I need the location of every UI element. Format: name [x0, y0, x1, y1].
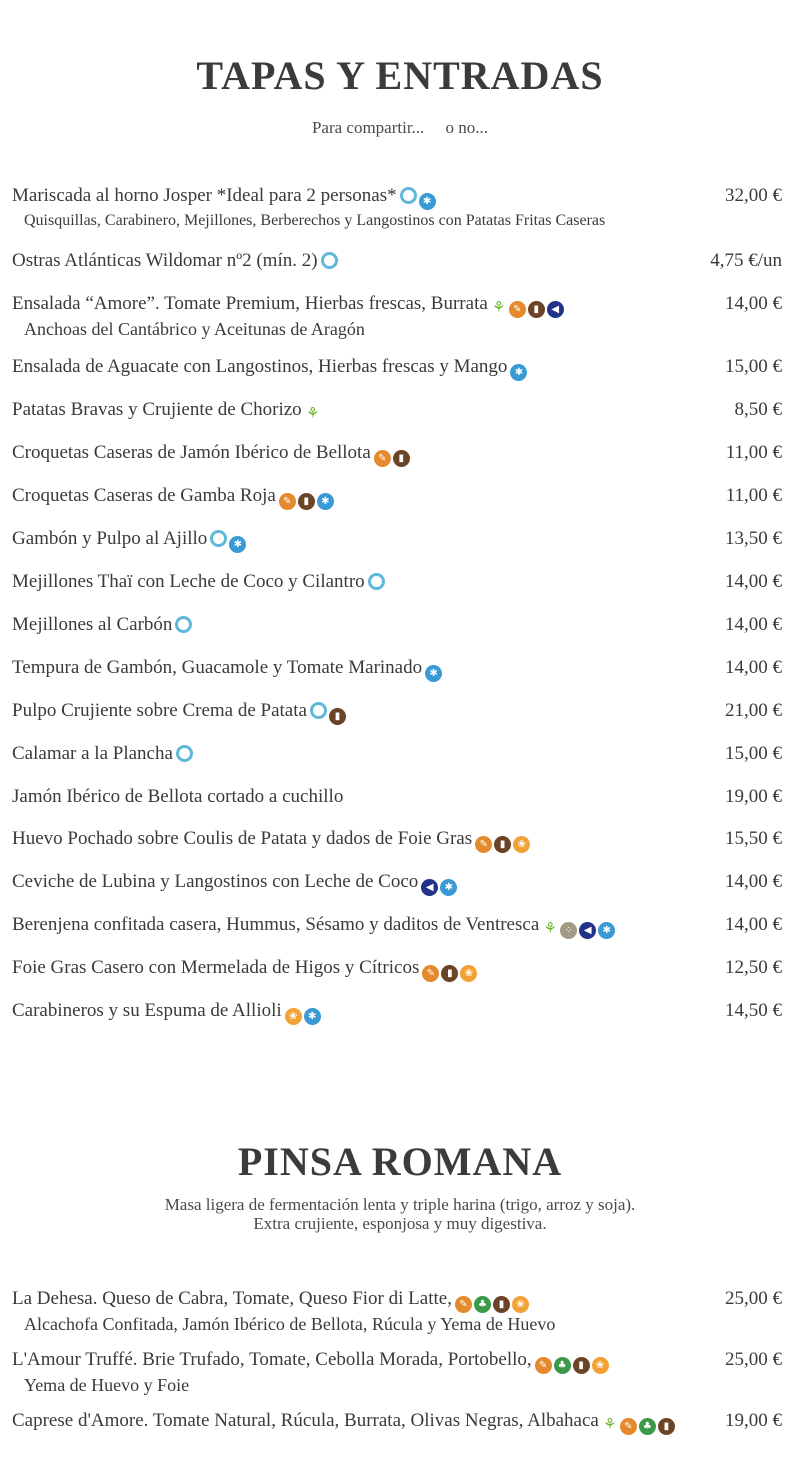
allergen-icons	[400, 187, 438, 210]
crab-icon: ✱	[425, 665, 442, 682]
menu-item	[12, 871, 782, 896]
menu-item-name: Pulpo Crujiente sobre Crema de Patata	[12, 700, 307, 721]
allergen-icons	[475, 831, 532, 853]
section-title-pinsa: PINSA ROMANA	[237, 1139, 563, 1184]
menu-item	[12, 356, 782, 381]
section-title-tapas: TAPAS Y ENTRADAS	[196, 53, 604, 98]
allergen-icons	[374, 445, 412, 467]
menu-item-description: Alcachofa Confitada, Jamón Ibérico de Bellota, Rúcula y Yema de Huevo	[24, 1314, 556, 1334]
menu-item-price: 19,00 €	[725, 1410, 782, 1431]
menu-item	[12, 293, 782, 340]
milk-icon: ▮	[329, 708, 346, 725]
section-subtitle-pinsa-line2: Extra crujiente, esponjosa y muy digestiva.	[253, 1214, 547, 1233]
menu-item-name: Berenjena confitada casera, Hummus, Sésamo y daditos de Ventresca	[12, 914, 540, 935]
milk-icon: ▮	[393, 450, 410, 467]
crab-icon: ✱	[229, 536, 246, 553]
milk-icon: ▮	[528, 301, 545, 318]
menu-item-price: 14,00 €	[725, 571, 782, 592]
menu-item-price: 14,00 €	[725, 657, 782, 678]
allergen-icons	[491, 296, 566, 318]
menu-item-name: Ceviche de Lubina y Langostinos con Leche de Coco	[12, 871, 419, 892]
allergen-icons	[279, 488, 336, 510]
menu-item-price: 14,00 €	[725, 871, 782, 892]
menu-item	[12, 1288, 782, 1335]
menu-item-price: 32,00 €	[725, 185, 782, 206]
menu-item	[12, 743, 782, 768]
allergen-icons	[425, 660, 444, 682]
menu-item	[12, 914, 782, 939]
menu-item	[12, 828, 782, 853]
menu-item	[12, 250, 782, 275]
menu-item	[12, 1000, 782, 1025]
menu-item-name: Patatas Bravas y Crujiente de Chorizo	[12, 399, 302, 420]
allergen-icons	[422, 960, 479, 982]
menu-item-name: Gambón y Pulpo al Ajillo	[12, 528, 208, 549]
menu-item-price: 15,50 €	[725, 828, 782, 849]
menu-item-name: Carabineros y su Espuma de Allioli	[12, 1000, 282, 1021]
milk-icon: ▮	[573, 1357, 590, 1374]
menu-item	[12, 485, 782, 510]
milk-icon: ▮	[493, 1296, 510, 1313]
allergen-icons	[285, 1003, 323, 1025]
egg-icon: ❀	[285, 1008, 302, 1025]
egg-icon: ❀	[512, 1296, 529, 1313]
menu-item-name: L'Amour Truffé. Brie Trufado, Tomate, Cebolla Morada, Portobello,	[12, 1349, 532, 1370]
section-subtitle-pinsa-line1: Masa ligera de fermentación lenta y triple harina (trigo, arroz y soja).	[164, 1195, 636, 1214]
menu-item-name: Mejillones Thaï con Leche de Coco y Cilantro	[12, 571, 365, 592]
menu-item-description: Quisquillas, Carabinero, Mejillones, Berberechos y Langostinos con Patatas Fritas Caseras	[24, 212, 606, 229]
gluten-icon: ✎	[455, 1296, 472, 1313]
egg-icon: ❀	[592, 1357, 609, 1374]
fish-icon: ◀	[421, 879, 438, 896]
crab-icon: ✱	[598, 922, 615, 939]
vegetarian-icon: ⚘	[603, 1415, 617, 1433]
milk-icon: ▮	[441, 965, 458, 982]
menu-item	[12, 957, 782, 982]
menu-item	[12, 185, 782, 232]
menu-item-price: 8,50 €	[734, 399, 782, 420]
gluten-icon: ✎	[535, 1357, 552, 1374]
crab-icon: ✱	[440, 879, 457, 896]
gluten-icon: ✎	[374, 450, 391, 467]
shellfish-icon	[176, 745, 193, 762]
menu-item	[12, 1410, 782, 1435]
allergen-icons	[542, 917, 617, 939]
menu-item-name: Ostras Atlánticas Wildomar nº2 (mín. 2)	[12, 250, 318, 271]
gluten-icon: ✎	[620, 1418, 637, 1435]
menu-item	[12, 399, 782, 424]
menu-item	[12, 700, 782, 725]
menu-item-name: Huevo Pochado sobre Coulis de Patata y dados de Foie Gras	[12, 828, 473, 849]
milk-icon: ▮	[298, 493, 315, 510]
menu-item-name: Caprese d'Amore. Tomate Natural, Rúcula, Burrata, Olivas Negras, Albahaca	[12, 1410, 599, 1431]
menu-item-name: Croquetas Caseras de Gamba Roja	[12, 485, 276, 506]
menu-item-name: Croquetas Caseras de Jamón Ibérico de Bellota	[12, 442, 371, 463]
menu-item-price: 25,00 €	[725, 1288, 782, 1309]
menu-item-price: 12,50 €	[725, 957, 782, 978]
menu-item-name: Tempura de Gambón, Guacamole y Tomate Marinado	[12, 657, 423, 678]
allergen-icons	[176, 745, 195, 768]
menu-item-price: 14,00 €	[725, 614, 782, 635]
allergen-icons	[535, 1352, 611, 1374]
celery-icon: ♣	[639, 1418, 656, 1435]
allergen-icons	[510, 359, 529, 381]
menu-item-name: Mejillones al Carbón	[12, 614, 173, 635]
vegetarian-icon: ⚘	[305, 404, 320, 422]
shellfish-icon	[310, 702, 327, 719]
menu-item-price: 14,00 €	[725, 914, 782, 935]
menu-item-price: 21,00 €	[725, 700, 782, 721]
menu-item-name: Calamar a la Plancha	[12, 743, 173, 764]
allergen-icons	[305, 402, 323, 424]
menu-item	[12, 614, 782, 639]
menu-item	[12, 657, 782, 682]
menu-item	[12, 786, 782, 808]
menu-item-name: Ensalada “Amore”. Tomate Premium, Hierbas frescas, Burrata	[12, 293, 488, 314]
allergen-icons	[421, 874, 459, 896]
menu-item	[12, 1349, 782, 1396]
menu-item-price: 15,00 €	[725, 743, 782, 764]
gluten-icon: ✎	[279, 493, 296, 510]
celery-icon: ♣	[474, 1296, 491, 1313]
allergen-icons	[368, 573, 387, 596]
allergen-icons	[175, 616, 194, 639]
sesame-icon: ⁘	[560, 922, 577, 939]
menu-item-price: 25,00 €	[725, 1349, 782, 1370]
gluten-icon: ✎	[509, 301, 526, 318]
allergen-icons	[210, 530, 248, 553]
menu-item-name: Ensalada de Aguacate con Langostinos, Hierbas frescas y Mango	[12, 356, 508, 377]
menu-item-price: 13,50 €	[725, 528, 782, 549]
fish-icon: ◀	[547, 301, 564, 318]
allergen-icons	[310, 702, 348, 725]
celery-icon: ♣	[554, 1357, 571, 1374]
fish-icon: ◀	[579, 922, 596, 939]
menu-item-description: Anchoas del Cantábrico y Aceitunas de Aragón	[24, 319, 365, 339]
egg-icon: ❀	[513, 836, 530, 853]
shellfish-icon	[400, 187, 417, 204]
allergen-icons	[602, 1413, 677, 1435]
shellfish-icon	[321, 252, 338, 269]
menu-item-name: Mariscada al horno Josper *Ideal para 2 personas*	[12, 185, 397, 206]
crab-icon: ✱	[304, 1008, 321, 1025]
shellfish-icon	[175, 616, 192, 633]
allergen-icons	[321, 252, 340, 275]
menu-item-price: 19,00 €	[725, 786, 782, 807]
crab-icon: ✱	[510, 364, 527, 381]
egg-icon: ❀	[460, 965, 477, 982]
menu-item	[12, 528, 782, 553]
allergen-icons	[455, 1291, 531, 1313]
menu-item-price: 4,75 €/un	[710, 250, 782, 271]
menu-item-description: Yema de Huevo y Foie	[24, 1375, 190, 1395]
menu-item	[12, 442, 782, 467]
menu-item-price: 14,00 €	[725, 293, 782, 314]
menu-item-name: Jamón Ibérico de Bellota cortado a cuchillo	[12, 786, 344, 807]
menu-item-price: 11,00 €	[725, 485, 782, 506]
menu-item-price: 14,50 €	[725, 1000, 782, 1021]
shellfish-icon	[210, 530, 227, 547]
milk-icon: ▮	[658, 1418, 675, 1435]
section-subtitle-tapas: Para compartir... o no...	[311, 118, 489, 137]
shellfish-icon	[368, 573, 385, 590]
gluten-icon: ✎	[475, 836, 492, 853]
menu-item-price: 15,00 €	[725, 356, 782, 377]
menu-item-name: Foie Gras Casero con Mermelada de Higos y Cítricos	[12, 957, 420, 978]
vegetarian-icon: ⚘	[543, 919, 557, 937]
milk-icon: ▮	[494, 836, 511, 853]
menu-item-price: 11,00 €	[725, 442, 782, 463]
crab-icon: ✱	[317, 493, 334, 510]
vegetarian-icon: ⚘	[492, 298, 506, 316]
crab-icon: ✱	[419, 193, 436, 210]
menu-item	[12, 571, 782, 596]
menu-item-name: La Dehesa. Queso de Cabra, Tomate, Queso Fior di Latte,	[12, 1288, 452, 1309]
gluten-icon: ✎	[422, 965, 439, 982]
